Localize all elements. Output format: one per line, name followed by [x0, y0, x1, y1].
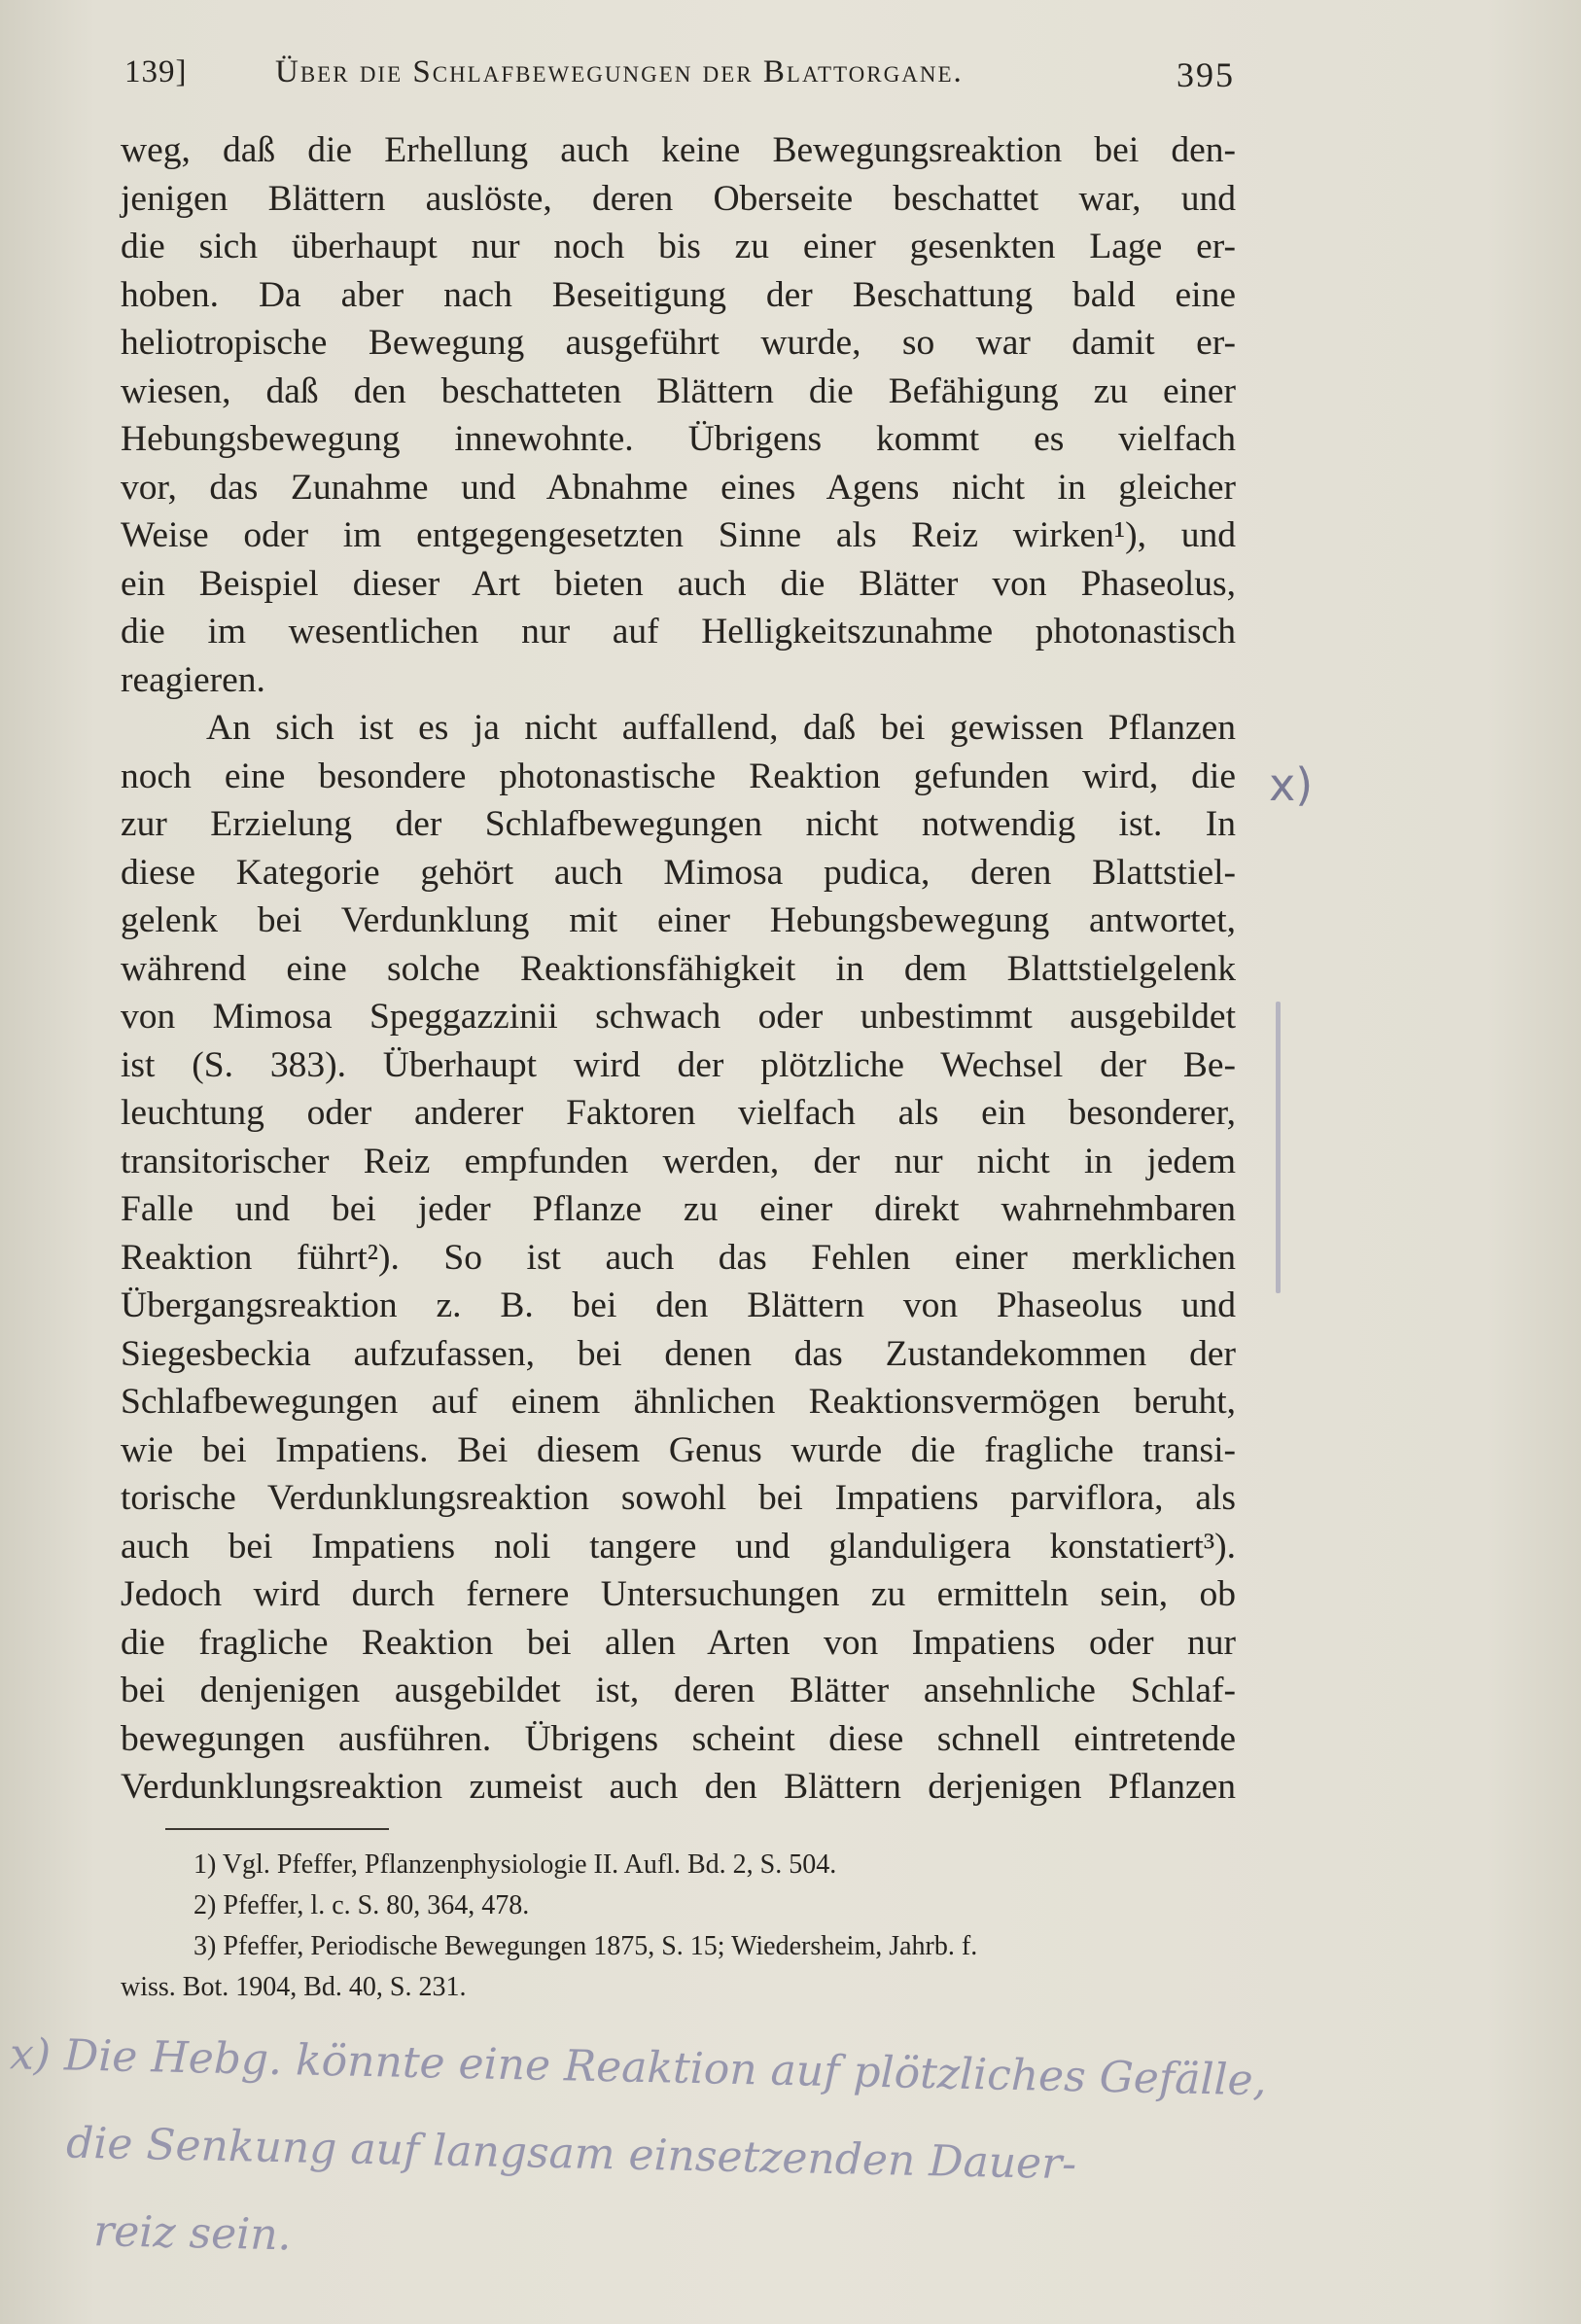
text-line: Siegesbeckia aufzufassen, bei denen das Zustandekommen der — [121, 1333, 1236, 1374]
text-line: torische Verdunklungsreaktion sowohl bei Impatiens parviflora, als — [121, 1478, 1236, 1518]
text-line: jenigen Blättern auslöste, deren Oberseite beschattet war, und — [121, 178, 1236, 219]
text-line: transitorischer Reiz empfunden werden, der nur nicht in jedem — [121, 1141, 1236, 1181]
running-head — [124, 47, 1235, 101]
footnotes — [121, 1845, 1236, 2008]
text-line: Jedoch wird durch fernere Untersuchungen zu ermitteln sein, ob — [121, 1574, 1236, 1614]
page-number: 395 — [1177, 55, 1235, 94]
text-line: Falle und bei jeder Pflanze zu einer direkt wahrnehmbaren — [121, 1189, 1236, 1229]
text-line: Übergangsreaktion z. B. bei den Blättern von Phaseolus und — [121, 1285, 1236, 1325]
text-line: Schlafbewegungen auf einem ähnlichen Reaktionsvermögen beruht, — [121, 1382, 1236, 1422]
paragraph-start-line: An sich ist es ja nicht auffallend, daß bei gewissen Pflanzen — [206, 708, 1236, 748]
text-line: von Mimosa Speggazzinii schwach oder unbestimmt ausgebildet — [121, 997, 1236, 1037]
text-line: die sich überhaupt nur noch bis zu einer gesenkten Lage er- — [121, 227, 1236, 266]
text-line: ein Beispiel dieser Art bieten auch die Blätter von Phaseolus, — [121, 563, 1236, 604]
text-line: noch eine besondere photonastische Reaktion gefunden wird, die — [121, 756, 1236, 796]
text-line: auch bei Impatiens noli tangere und glanduligera konstatiert³). — [121, 1526, 1236, 1567]
margin-bar — [1276, 1002, 1281, 1293]
text-line: bewegungen ausführen. Übrigens scheint diese schnell eintretende — [121, 1718, 1236, 1759]
text-line: hoben. Da aber nach Beseitigung der Beschattung bald eine — [121, 274, 1236, 315]
text-line: wiesen, daß den beschatteten Blättern die Befähigung zu einer — [121, 370, 1236, 411]
running-title: Über die Schlafbewegungen der Blattorgane. — [275, 54, 964, 89]
footnote-rule — [165, 1828, 389, 1830]
footnote-1: 1) Vgl. Pfeffer, Pflanzenphysiologie II. Aufl. Bd. 2, S. 504. — [193, 1849, 837, 1880]
text-line: ist (S. 383). Überhaupt wird der plötzliche Wechsel der Be- — [121, 1044, 1236, 1085]
handwritten-note — [5, 2011, 1565, 2306]
margin-mark: x) — [1269, 758, 1314, 811]
handwritten-line: x) Die Hebg. könnte eine Reaktion auf plötzliches Gefälle, — [9, 2029, 1268, 2106]
main-text — [121, 126, 1236, 1812]
text-line: wie bei Impatiens. Bei diesem Genus wurde die fragliche transi- — [121, 1429, 1236, 1470]
text-line: diese Kategorie gehört auch Mimosa pudica, deren Blattstiel- — [121, 852, 1236, 893]
text-line: Hebungsbewegung innewohnte. Übrigens kommt es vielfach — [121, 419, 1236, 459]
text-line: während eine solche Reaktionsfähigkeit in dem Blattstielgelenk — [121, 948, 1236, 989]
text-line: Verdunklungsreaktion zumeist auch den Blättern derjenigen Pflanzen — [121, 1767, 1236, 1807]
footnote-3-continued: wiss. Bot. 1904, Bd. 40, S. 231. — [121, 1972, 467, 2002]
text-line: die fragliche Reaktion bei allen Arten von Impatiens oder nur — [121, 1622, 1236, 1663]
text-line: weg, daß die Erhellung auch keine Bewegungsreaktion bei den- — [121, 130, 1236, 170]
footnote-2: 2) Pfeffer, l. c. S. 80, 364, 478. — [193, 1890, 530, 1920]
text-line: bei denjenigen ausgebildet ist, deren Blätter ansehnliche Schlaf- — [121, 1671, 1236, 1710]
text-line: Reaktion führt²). So ist auch das Fehlen einer merklichen — [121, 1237, 1236, 1278]
text-line: heliotropische Bewegung ausgeführt wurde, so war damit er- — [121, 323, 1236, 363]
section-number: 139] — [124, 54, 188, 89]
text-line: vor, das Zunahme und Abnahme eines Agens nicht in gleicher — [121, 467, 1236, 508]
text-line: gelenk bei Verdunklung mit einer Hebungsbewegung antwortet, — [121, 900, 1236, 940]
handwritten-line: reiz sein. — [92, 2206, 293, 2261]
text-line: zur Erzielung der Schlafbewegungen nicht notwendig ist. In — [121, 804, 1236, 844]
footnote-3: 3) Pfeffer, Periodische Bewegungen 1875, S. 15; Wiedersheim, Jahrb. f. — [193, 1931, 978, 1961]
text-line: die im wesentlichen nur auf Helligkeitszunahme photonastisch — [121, 612, 1236, 651]
text-line: Weise oder im entgegengesetzten Sinne als Reiz wirken¹), und — [121, 515, 1236, 555]
text-line: reagieren. — [121, 659, 265, 700]
text-line: leuchtung oder anderer Faktoren vielfach als ein besonderer, — [121, 1093, 1236, 1133]
handwritten-line: die Senkung auf langsam einsetzenden Dauer- — [65, 2118, 1077, 2190]
